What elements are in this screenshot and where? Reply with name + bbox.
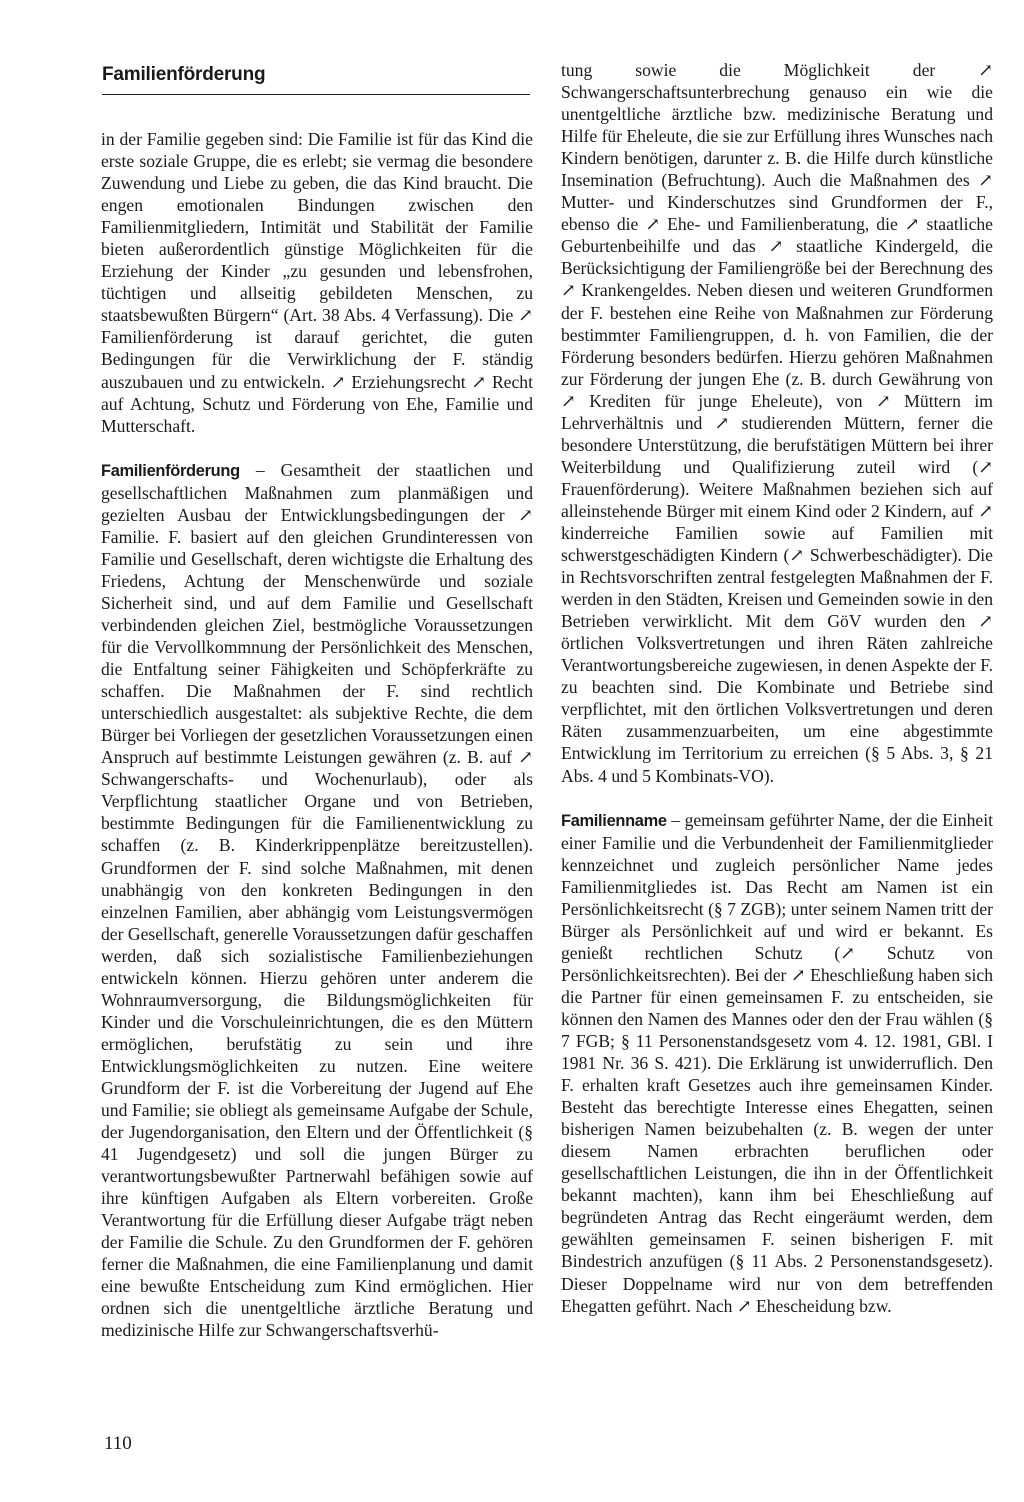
dictionary-entry [101, 459, 533, 1342]
header-rule [102, 94, 530, 95]
entry-term: Familienförderung [101, 461, 240, 480]
continuation-paragraph [561, 59, 993, 787]
entry-text: – gemeinsam geführter Name, der die Einheit einer Familie und die Verbundenheit der Familienmitglieder kennzeichnet und zugleich persönlicher Name jedes Familienmitgliedes ist. Das Recht am Namen ist ein Persönlichkeitsrecht (§ 7 ZGB); unter seinem Namen tritt der Bürger als Persönlichkeit auf und wird er bekannt. Es genießt rechtlichen Schutz (↗ Schutz von Persönlichkeitsrechten). Bei der ↗ Eheschließung haben sich die Partner für einen gemeinsamen F. zu entscheiden, sie können den Namen des Mannes oder den der Frau wählen (§ 7 FGB; § 11 Personenstandsgesetz vom 4. 12. 1981, GBl. I 1981 Nr. 36 S. 421). Die Erklärung ist unwiderruflich. Den F. erhalten kraft Gesetzes auch ihre gemeinsamen Kinder. Besteht das berechtigte Interesse eines Ehegatten, seinen bisherigen Namen beizubehalten (z. B. wegen der unter diesem Namen erbrachten beruflichen oder gesellschaftlichen Leistungen, die ihn in der Öffentlichkeit bekannt machten), kann ihm bei Eheschließung auf begründeten Antrag das Recht eingeräumt werden, dem gewählten gemeinsamen F. seinen bisherigen F. mit Bindestrich anzufügen (§ 11 Abs. 2 Personenstandsgesetz). Dieser Doppelname wird nur von dem betreffenden Ehegatten geführt. Nach ↗ Ehescheidung bzw. [561, 809, 993, 1316]
entry-text: – Gesamtheit der staatlichen und gesellschaftlichen Maßnahmen zum planmäßigen und gezielten Ausbau der Entwicklungsbedingungen der ↗ Familie. F. basiert auf den gleichen Grundinteressen von Familie und Gesellschaft, deren wichtigste die Erhaltung des Friedens, Achtung der Menschenwürde und soziale Sicherheit sind, und auf dem Familie und Gesellschaft verbindenden gleichen Ziel, bestmögliche Voraussetzungen für die Vervollkommnung der Persönlichkeit des Menschen, die Entfaltung seiner Fähigkeiten und Schöpferkräfte zu schaffen. Die Maßnahmen der F. sind rechtlich unterschiedlich ausgestaltet: als subjektive Rechte, die dem Bürger bei Vorliegen der gesetzlichen Voraussetzungen einen Anspruch auf bestimmte Leistungen gewähren (z. B. auf ↗ Schwangerschafts- und Wochenurlaub), oder als Verpflichtung staatlicher Organe und von Betrieben, bestimmte Bedingungen für die Familienentwicklung zu schaffen (z. B. Kinderkrippenplätze bereitzustellen). Grundformen der F. sind solche Maßnahmen, mit denen unabhängig von den konkreten Bedingungen in den einzelnen Familien, aber abhängig vom Leistungsvermögen der Gesellschaft, generelle Voraussetzungen dafür geschaffen werden, daß sich sozialistische Familienbeziehungen entwickeln können. Hierzu gehören unter anderem die Wohnraumversorgung, die Bildungsmöglichkeiten für Kinder und die Vorschuleinrichtungen, die es den Müttern ermöglichen, berufstätig zu sein und ihre Entwicklungsmöglichkeiten zu nutzen. Eine weitere Grundform der F. ist die Vorbereitung der Jugend auf Ehe und Familie; sie obliegt als gemeinsame Aufgabe der Schule, der Jugendorganisation, den Eltern und der Öffentlichkeit (§ 41 Jugendgesetz) und soll die jungen Bürger zu verantwortungsbewußter Partnerwahl befähigen sowie auf ihre künftigen Aufgaben als Eltern vorbereiten. Große Verantwortung für die Erfüllung dieser Aufgabe trägt neben der Familie die Schule. Zu den Grundformen der F. gehören ferner die Maßnahmen, die eine Familienplanung und damit eine bewußte Entscheidung zum Kind ermöglichen. Hier ordnen sich die unentgeltliche ärztliche Beratung und medizinische Hilfe zur Schwangerschaftsverhü- [101, 459, 533, 1341]
continuation-text: tung sowie die Möglichkeit der ↗ Schwangerschaftsunterbrechung genauso ein wie die unentgeltliche ärztliche bzw. medizinische Beratung und Hilfe für Eheleute, die sie zur Erfüllung ihres Wunsches nach Kindern benötigen, darunter z. B. die Hilfe durch künstliche Insemination (Befruchtung). Auch die Maßnahmen des ↗ Mutter- und Kinderschutzes sind Grundformen der F., ebenso die ↗ Ehe- und Familienberatung, die ↗ staatliche Geburtenbeihilfe und das ↗ staatliche Kindergeld, die Berücksichtigung der Familiengröße bei der Berechnung des ↗ Krankengeldes. Neben diesen und weiteren Grundformen der F. bestehen eine Reihe von Maßnahmen zur Förderung bestimmter Familiengruppen, d. h. von Familien, die der Förderung besonders bedürfen. Hierzu gehören Maßnahmen zur Förderung der jungen Ehe (z. B. durch Gewährung von ↗ Krediten für junge Eheleute), von ↗ Müttern im Lehrverhältnis und ↗ studierenden Müttern, ferner die besondere Unterstützung, die berufstätigen Müttern bei ihrer Weiterbildung und Qualifizierung zuteil wird (↗ Frauenförderung). Weitere Maßnahmen beziehen sich auf alleinstehende Bürger mit einem Kind oder 2 Kindern, auf ↗ kinderreiche Familien sowie auf Familien mit schwerstgeschädigten Kindern (↗ Schwerbeschädigter). Die in Rechtsvorschriften zentral festgelegten Maßnahmen der F. werden in den Städten, Kreisen und Gemeinden sowie in den Betrieben verwirklicht. Mit dem GöV wurden den ↗ örtlichen Volksvertretungen und ihren Räten zahlreiche Verantwortungsbereiche zugewiesen, in denen Aspekte der F. zu beachten sind. Die Kombinate und Betriebe sind verpflichtet, mit den örtlichen Volksvertretungen und deren Räten zusammenzuarbeiten, um eine abgestimmte Entwicklung im Territorium zu erreichen (§ 5 Abs. 3, § 21 Abs. 4 und 5 Kombinats-VO). [561, 60, 993, 786]
dictionary-entry [561, 809, 993, 1317]
right-column [561, 59, 993, 1317]
page-header [102, 62, 530, 95]
entry-term: Familienname [561, 811, 667, 830]
page-number: 110 [104, 1433, 132, 1454]
continuation-text: in der Familie gegeben sind: Die Familie ist für das Kind die erste soziale Gruppe, die es erlebt; sie vermag die besondere Zuwendung und Liebe zu geben, die das Kind braucht. Die engen emotionalen Bindungen zwischen den Familienmitgliedern, Intimität und Stabilität der Familie bieten außerordentlich günstige Möglichkeiten für die Erziehung der Kinder „zu gesunden und lebensfrohen, tüchtigen und allseitig gebildeten Menschen, zu staatsbewußten Bürgern“ (Art. 38 Abs. 4 Verfassung). Die ↗ Familienförderung ist darauf gerichtet, die guten Bedingungen für die Verwirklichung der F. ständig auszubauen und zu entwickeln. ↗ Erziehungsrecht ↗ Recht auf Achtung, Schutz und Förderung von Ehe, Familie und Mutterschaft. [101, 129, 533, 436]
running-head: Familienförderung [102, 64, 266, 85]
left-column [101, 128, 533, 1342]
continuation-paragraph [101, 128, 533, 437]
